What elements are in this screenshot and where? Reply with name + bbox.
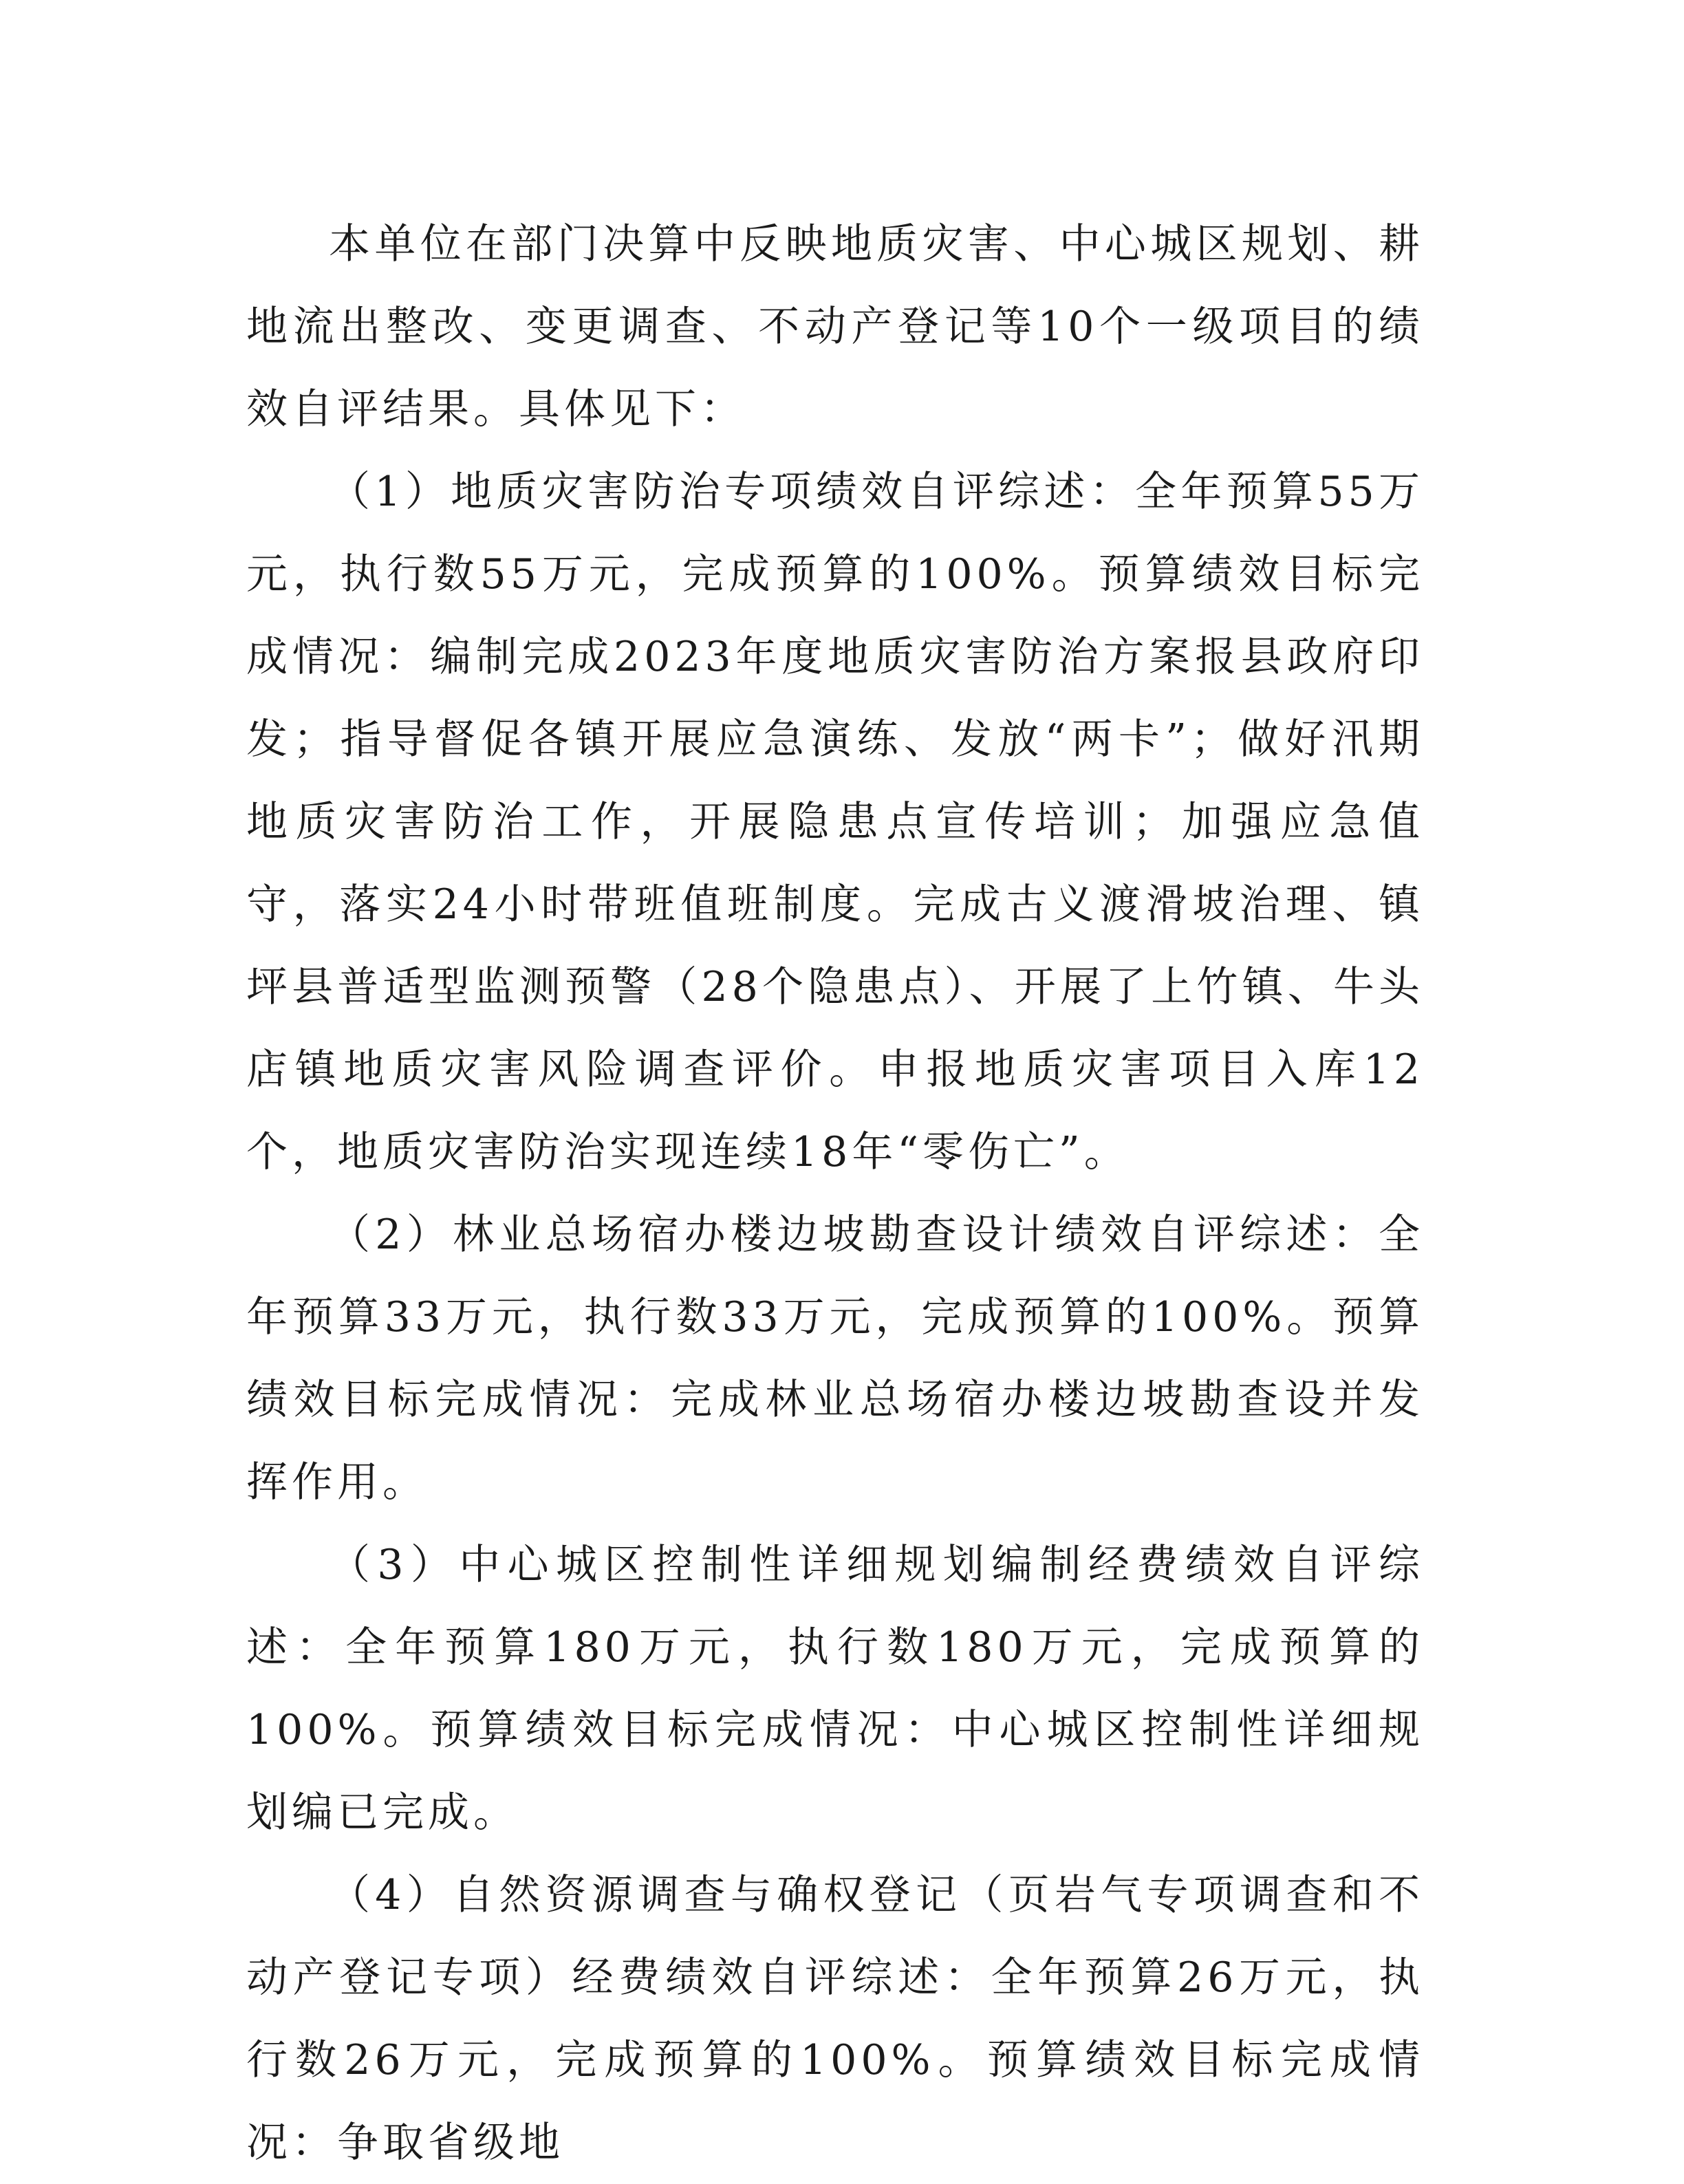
paragraph-item-1: （1）地质灾害防治专项绩效自评综述：全年预算55万元，执行数55万元，完成预算的100%。预算绩效目标完成情况：编制完成2023年度地质灾害防治方案报县政府印发；指导督促各镇开展应急演练、发放“两卡”；做好汛期地质灾害防治工作，开展隐患点宣传培训；加强应急值守，落实24小时带班值班制度。完成古义渡滑坡治理、镇坪县普适型监测预警（28个隐患点）、开展了上竹镇、牛头店镇地质灾害风险调查评价。申报地质灾害项目入库12个，地质灾害防治实现连续18年“零伤亡”。 [246,468,1424,1176]
document-body [246,203,1424,2184]
paragraph-item-4: （4）自然资源调查与确权登记（页岩气专项调查和不动产登记专项）经费绩效自评综述：全年预算26万元，执行数26万元，完成预算的100%。预算绩效目标完成情况：争取省级地 [246,1871,1424,2167]
paragraph-item-2: （2）林业总场宿办楼边坡勘查设计绩效自评综述：全年预算33万元，执行数33万元，完成预算的100%。预算绩效目标完成情况：完成林业总场宿办楼边坡勘查设并发挥作用。 [246,1211,1424,1506]
paragraph-item-3: （3）中心城区控制性详细规划编制经费绩效自评综述：全年预算180万元，执行数180万元，完成预算的100%。预算绩效目标完成情况：中心城区控制性详细规划编已完成。 [246,1541,1424,1837]
paragraph-intro: 本单位在部门决算中反映地质灾害、中心城区规划、耕地流出整改、变更调查、不动产登记等10个一级项目的绩效自评结果。具体见下： [246,220,1424,433]
